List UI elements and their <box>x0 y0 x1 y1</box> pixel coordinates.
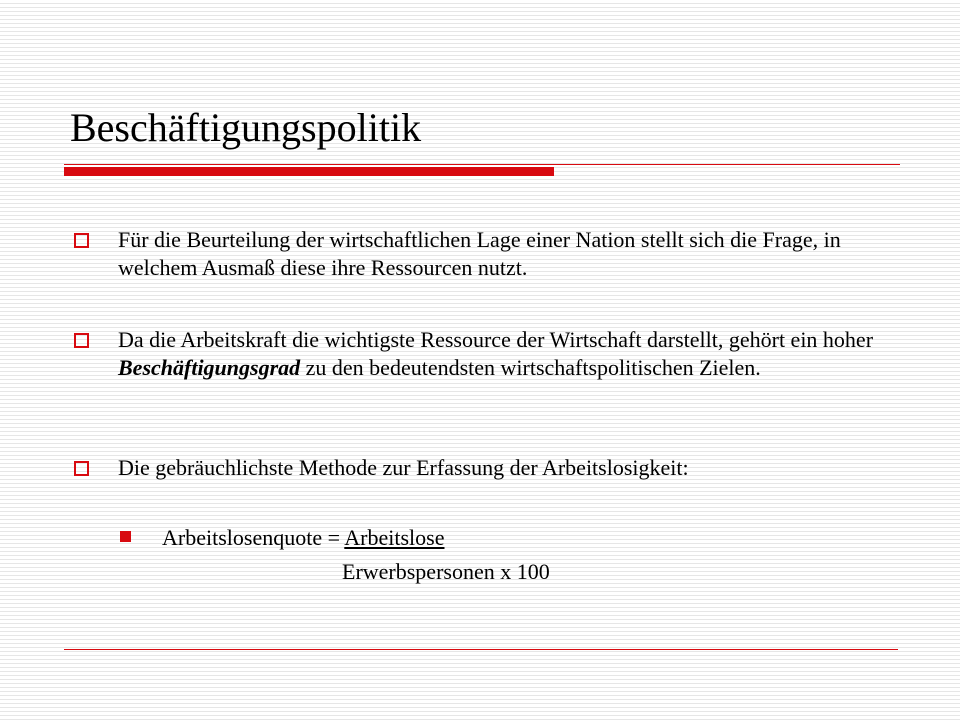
hollow-square-bullet-icon <box>74 461 89 476</box>
bullet-text-2 <box>118 326 888 382</box>
footer-rule <box>64 649 898 650</box>
title-underline-thin <box>64 164 900 165</box>
title-underline-bar <box>64 167 554 176</box>
bullet-text-2-after: zu den bedeutendsten wirtschaftspolitischen Zielen. <box>300 355 761 380</box>
hollow-square-bullet-icon <box>74 233 89 248</box>
formula-label: Arbeitslosenquote = <box>162 525 345 550</box>
bullet-text-1: Für die Beurteilung der wirtschaftlichen Lage einer Nation stellt sich die Frage, in welchem Ausmaß diese ihre Ressourcen nutzt. <box>118 227 841 280</box>
formula-numerator: Arbeitslose <box>344 525 445 550</box>
formula-denominator: Erwerbspersonen x 100 <box>342 559 550 584</box>
bullet-text-3: Die gebräuchlichste Methode zur Erfassung der Arbeitslosigkeit: <box>118 455 689 480</box>
emphasis-term: Beschäftigungsgrad <box>118 355 301 380</box>
hollow-square-bullet-icon <box>74 333 89 348</box>
formula-numerator-line <box>162 524 444 552</box>
slide-title: Beschäftigungspolitik <box>70 105 422 150</box>
bullet-text-2-before: Da die Arbeitskraft die wichtigste Ressource der Wirtschaft darstellt, gehört ein hoher <box>118 327 874 352</box>
filled-square-bullet-icon <box>120 531 131 542</box>
